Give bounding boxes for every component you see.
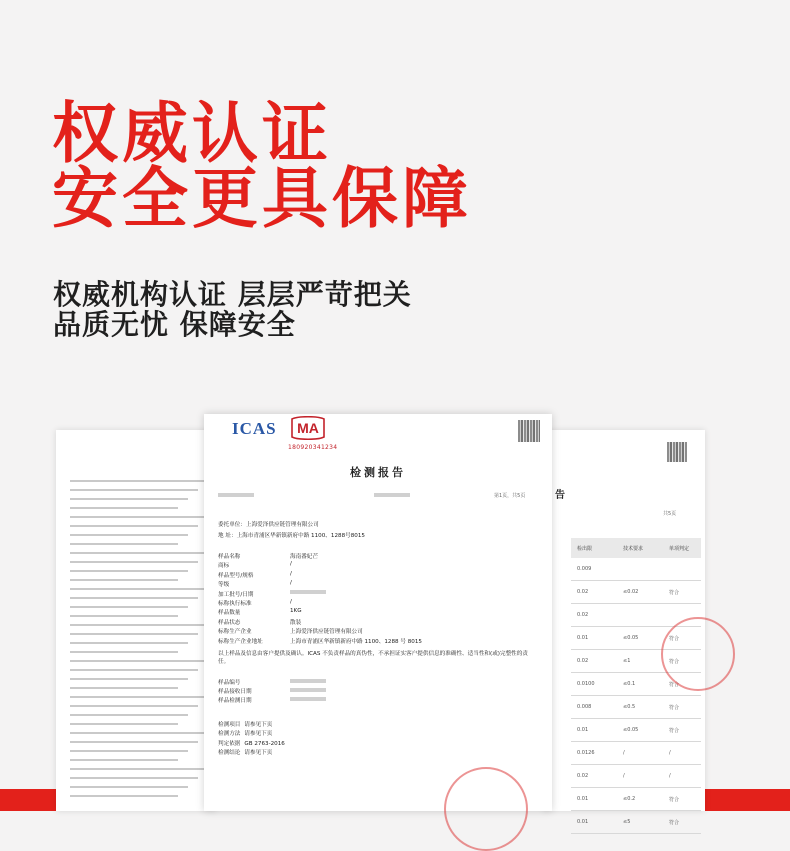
sample-field-row: 标称生产企业 上海爱泽供应链管理有限公司 xyxy=(218,629,363,636)
faint-text-line xyxy=(70,552,208,554)
faint-text-line xyxy=(70,651,178,653)
faint-text-line xyxy=(70,516,208,518)
sample-field-row: 加工批号/日期 xyxy=(218,590,253,598)
test-field-row: 检测方法 请参见下页 xyxy=(218,731,273,738)
qr-code-icon xyxy=(667,442,687,462)
report-number xyxy=(218,492,254,498)
faint-text-line xyxy=(70,750,188,752)
sample-field-row: 样品型号/规格 / xyxy=(218,570,292,579)
red-stamp-icon xyxy=(444,767,528,851)
sample-field-row: 等级 / xyxy=(218,580,292,589)
faint-text-line xyxy=(70,696,208,698)
cma-number: 180920341234 xyxy=(288,444,338,451)
subtitle-line-1: 权威机构认证 层层严苛把关 xyxy=(53,278,412,311)
table-row: 0.0100 ≤0.1 符合 xyxy=(571,673,701,696)
faint-text-line xyxy=(70,786,188,788)
sample-field-row: 标称生产企业地址 上海市青浦区华新镇新府中路 1100、1288 号 8015 xyxy=(218,638,422,645)
qr-code-icon xyxy=(518,420,540,442)
faint-text-line xyxy=(70,777,198,779)
faint-text-line xyxy=(70,669,198,671)
headline-line-1: 权威认证 xyxy=(52,95,332,172)
table-row: 0.02 xyxy=(571,604,701,627)
report-page-left xyxy=(56,430,216,811)
faint-text-line xyxy=(70,633,198,635)
faint-text-line xyxy=(70,741,198,743)
svg-text:MA: MA xyxy=(297,420,319,436)
report-title: 检测报告 xyxy=(350,466,406,479)
subtitle-line-2: 品质无忧 保障安全 xyxy=(53,308,296,341)
faint-text-line xyxy=(70,768,208,770)
address-row: 地 址：上海市青浦区华新镇新府中路 1100、1288号8015 xyxy=(218,533,365,539)
table-row: 0.009 xyxy=(571,558,701,581)
faint-text-line xyxy=(70,687,178,689)
test-field-row: 判定依据 GB 2763-2016 xyxy=(218,740,285,747)
faint-text-line xyxy=(70,615,178,617)
date-row: 样品接收日期 xyxy=(218,687,252,695)
header-detection-limit: 检出限 xyxy=(577,546,593,552)
table-row: 0.02 ≤0.02 符合 xyxy=(571,581,701,604)
report-page-right xyxy=(543,430,705,826)
sample-field-row: 样品名称 海南番妃芒 xyxy=(218,554,318,560)
faint-text-line xyxy=(70,507,178,509)
faint-text-line xyxy=(70,525,198,527)
table-row: 0.008 ≤0.5 符合 xyxy=(571,696,701,719)
faint-text-line xyxy=(70,597,198,599)
faint-text-line xyxy=(70,606,188,608)
faint-text-line xyxy=(70,570,188,572)
date-row: 样品编号 xyxy=(218,678,240,686)
faint-text-line xyxy=(70,759,178,761)
client-row: 委托单位：上海爱泽供应链管理有限公司 xyxy=(218,522,319,528)
table-row: 0.01 ≤0.2 符合 xyxy=(571,788,701,811)
icas-logo: ICAS xyxy=(232,419,277,438)
table-row: 0.01 ≤0.05 符合 xyxy=(571,719,701,742)
faint-text-line xyxy=(70,705,198,707)
report-page-main xyxy=(204,414,552,811)
sample-field-row: 样品状态 散装 xyxy=(218,619,302,626)
table-row: 0.02 / / xyxy=(571,765,701,788)
headline-line-2: 安全更具保障 xyxy=(52,160,472,237)
sample-field-row: 标称执行标准 / xyxy=(218,599,292,607)
faint-text-line xyxy=(70,714,188,716)
faint-text-line xyxy=(70,642,188,644)
sample-field-row: 样品数量 1KG xyxy=(218,608,302,617)
faint-text-line xyxy=(70,480,208,482)
faint-text-line xyxy=(70,534,188,536)
cma-logo-icon xyxy=(288,416,328,440)
red-stamp-icon xyxy=(661,617,735,691)
page-info: 第1页，共5页 xyxy=(494,493,526,499)
table-row: 0.01 ≤5 符合 xyxy=(571,811,701,834)
header-judgement: 单项判定 xyxy=(669,546,690,552)
faint-text-line xyxy=(70,732,208,734)
table-row: 0.01 ≤0.05 符合 xyxy=(571,627,701,650)
right-page-info: 共5页 xyxy=(663,511,677,517)
faint-text-line xyxy=(70,561,198,563)
faint-text-line xyxy=(70,498,188,500)
faint-text-line xyxy=(70,723,178,725)
faint-text-line xyxy=(70,489,198,491)
date-row: 样品检测日期 xyxy=(218,696,252,704)
results-table-header xyxy=(571,538,701,558)
faint-text-line xyxy=(70,795,178,797)
faint-text-line xyxy=(70,543,178,545)
faint-text-line xyxy=(70,588,208,590)
table-row: 0.02 ≤1 符合 xyxy=(571,650,701,673)
disclaimer-text: 以上样品及信息由客户提供及确认。ICAS 不负责样品的真伪性，不承担证实客户提供信息的准确性、适当性和(或)完整性的责任。 xyxy=(218,651,528,666)
header-technical-requirement: 技术要求 xyxy=(623,546,644,552)
sample-field-row: 商标 / xyxy=(218,561,292,570)
test-field-row: 检测项目 请参见下页 xyxy=(218,722,273,728)
faint-text-line xyxy=(70,579,178,581)
faint-text-line xyxy=(70,624,208,626)
test-field-row: 检测结论 请参见下页 xyxy=(218,750,273,757)
report-date xyxy=(374,492,410,498)
right-title-fragment: 告 xyxy=(555,490,565,501)
faint-text-line xyxy=(70,660,208,662)
table-row: 0.0126 / / xyxy=(571,742,701,765)
faint-text-line xyxy=(70,678,188,680)
